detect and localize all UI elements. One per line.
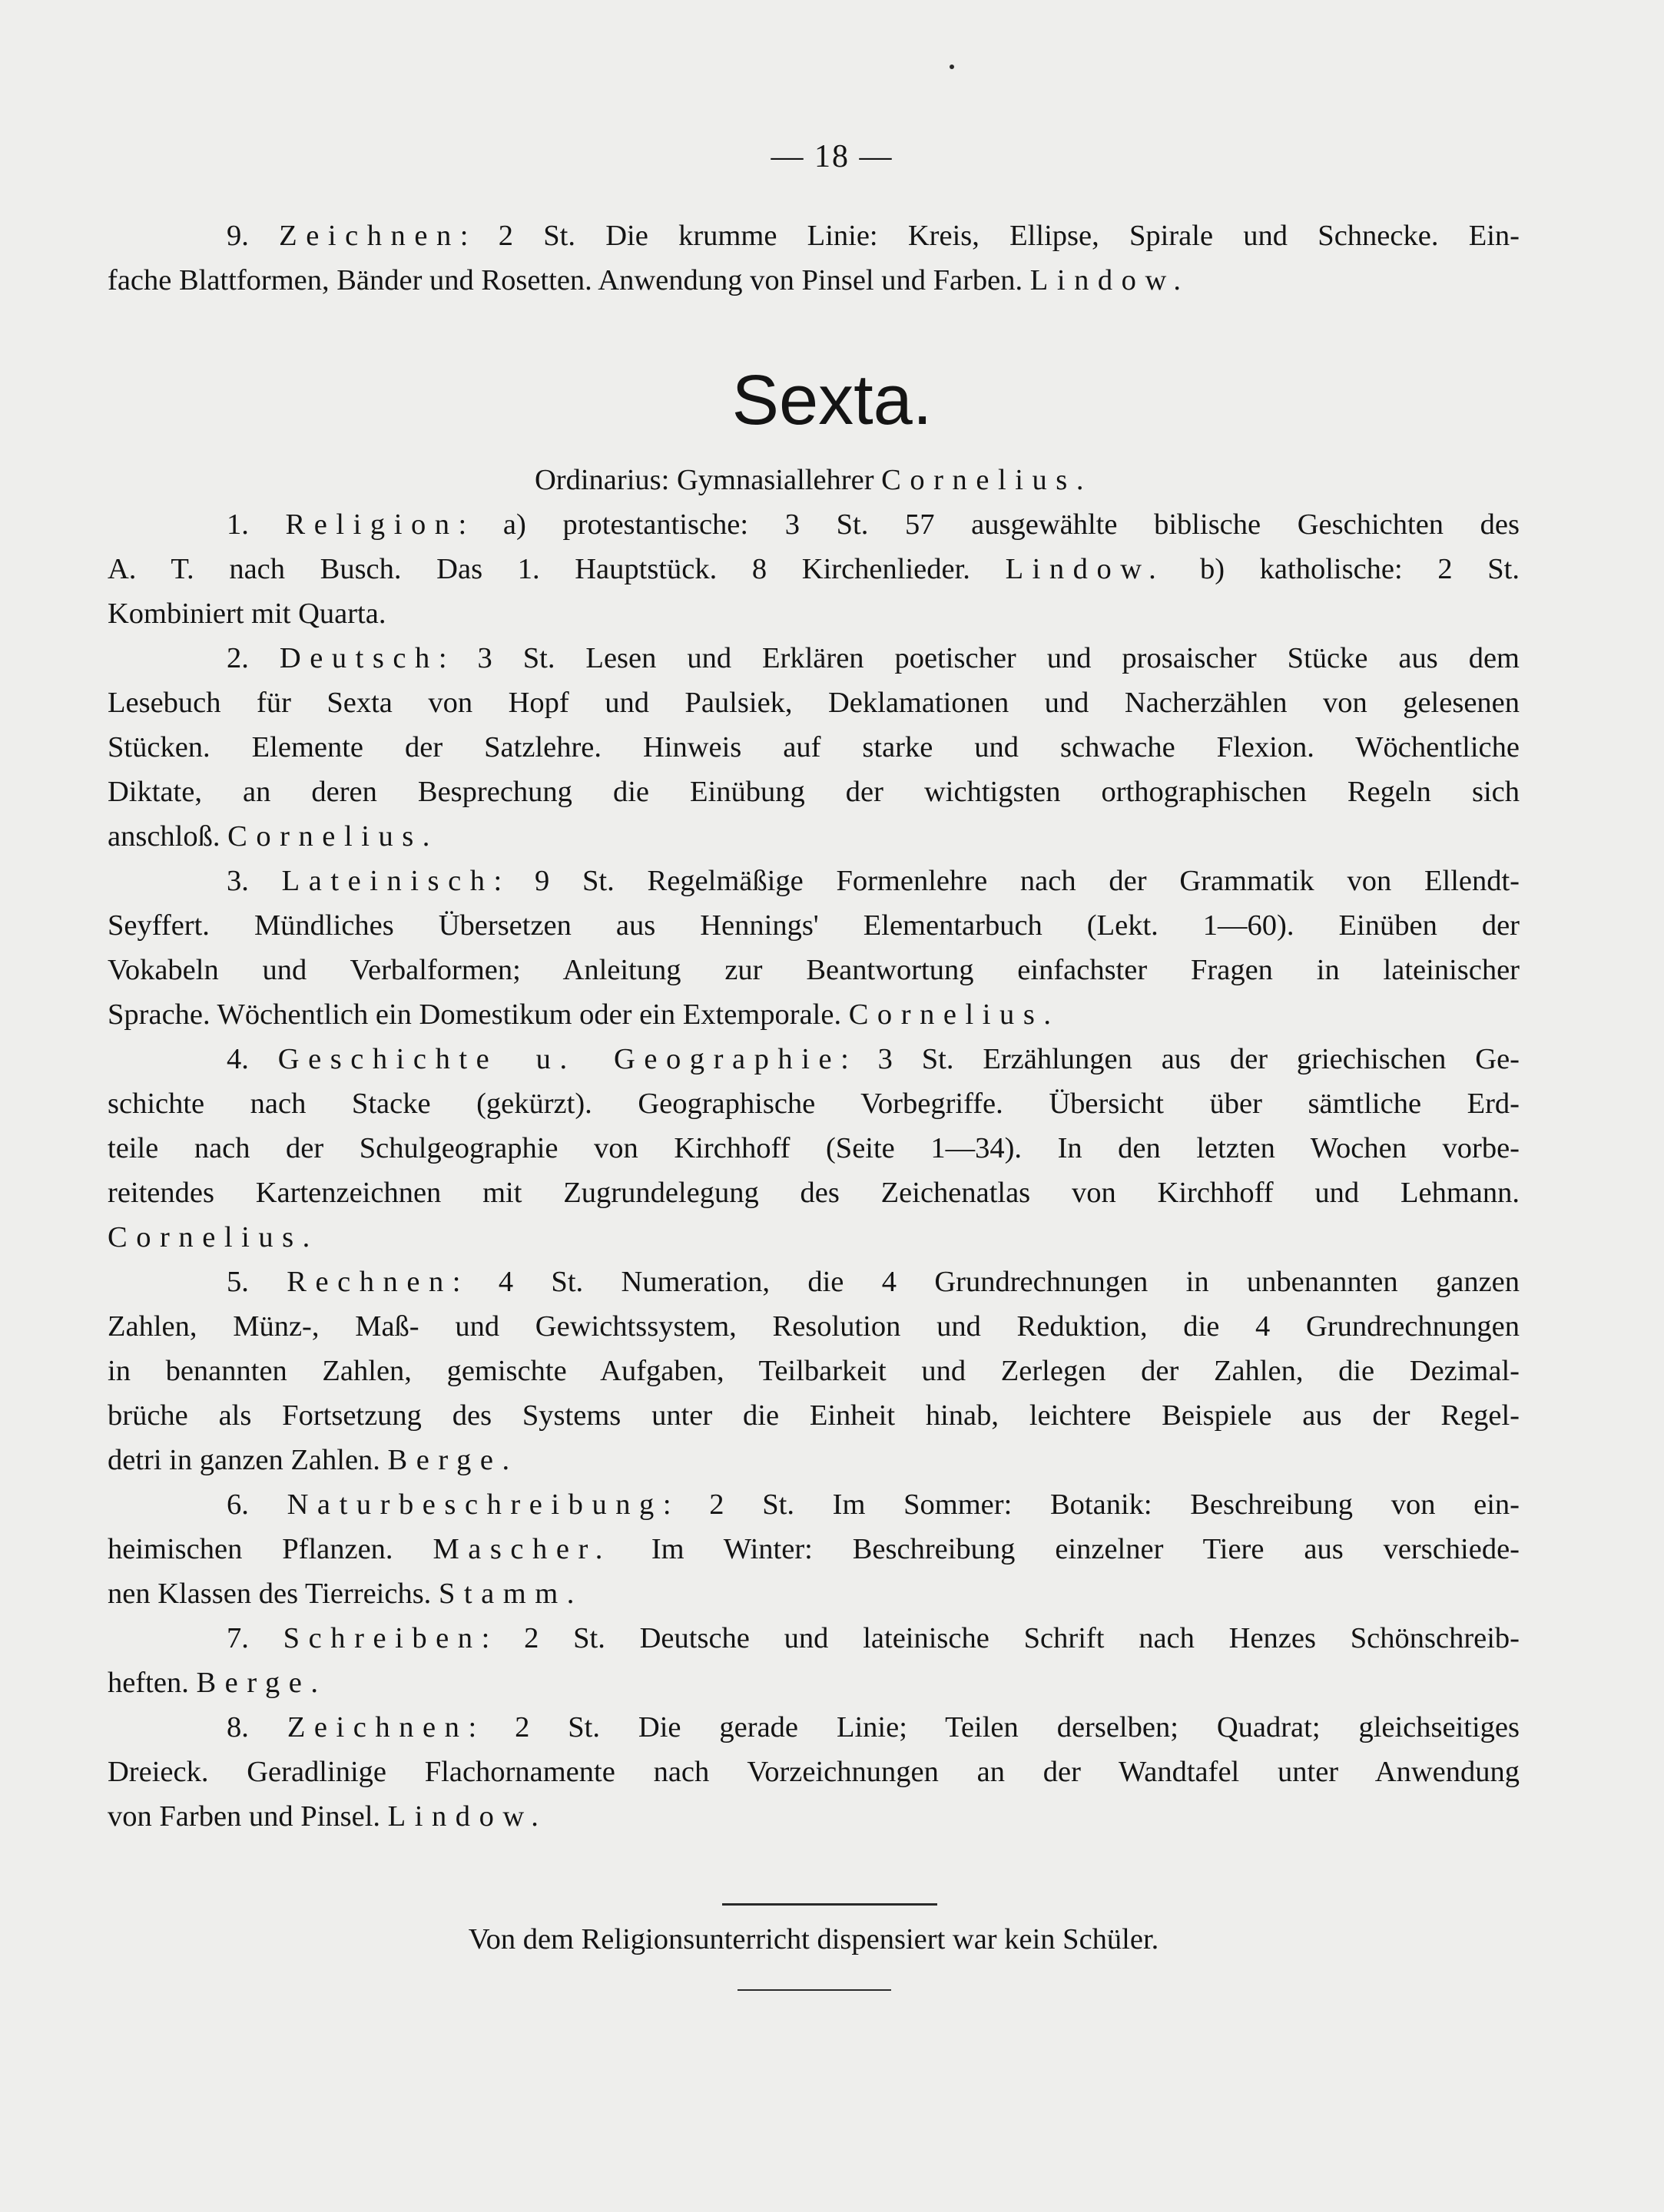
print-speck: [950, 65, 954, 69]
separator-rule: [722, 1903, 937, 1906]
teacher-name: Cornelius.: [108, 1221, 319, 1253]
item-lateinisch: 3. Lateinisch: 9 St. Regelmäßige Formenlehre nach der Grammatik von Ellendt- Seyffert. Mündliches Übersetzen aus Hennings' Elementarbuch (Lekt. 1—60). Einüben der Vokabeln und Verbalformen; Anleitung zur Beantwortung einfachster Fragen in lateinischer Sprache. Wöchentlich ein Domestikum oder ein Extemporale. Cornelius.: [108, 865, 1520, 1031]
teacher-name: Cornelius.: [848, 998, 1060, 1031]
teacher-name: Cornelius.: [881, 464, 1092, 496]
previous-section-item-9: [108, 214, 1520, 303]
curriculum-items: [108, 502, 1520, 1839]
ordinarius-line: Ordinarius: Gymnasiallehrer Cornelius.: [534, 464, 1092, 496]
teacher-name: Berge.: [387, 1444, 519, 1476]
item-9-line-1: 9. Zeichnen: 2 St. Die krumme Linie: Kreis, Ellipse, Spirale und Schnecke. Ein-: [227, 220, 1520, 252]
item-zeichnen: 8. Zeichnen: 2 St. Die gerade Linie; Teilen derselben; Quadrat; gleichseitiges Dreieck. Geradlinige Flachornamente nach Vorzeichnungen an der Wandtafel unter Anwendung von Farben und Pinsel. Lindow.: [108, 1711, 1520, 1833]
subject-label: Deutsch: [279, 642, 439, 674]
subject-label: Lateinisch: [281, 865, 494, 897]
item-9-line-2: fache Blattformen, Bänder und Rosetten. Anwendung von Pinsel und Farben. Lindow.: [108, 264, 1190, 296]
teacher-name: Cornelius.: [227, 820, 439, 853]
subject-label: Geschichte u. Geographie: [277, 1043, 841, 1075]
subject-label: Rechnen: [287, 1266, 452, 1298]
teacher-name: Mascher.: [433, 1533, 612, 1565]
footer-note: Von dem Religionsunterricht dispensiert war kein Schüler.: [468, 1923, 1159, 1955]
subject-label: Zeichnen: [279, 220, 460, 252]
page-number: — 18 —: [771, 139, 893, 174]
teacher-name: Berge.: [196, 1667, 327, 1699]
teacher-name: Lindow.: [1005, 553, 1165, 585]
section-heading: Sexta.: [731, 361, 933, 439]
teacher-name: Stamm.: [438, 1578, 583, 1610]
item-schreiben: 7. Schreiben: 2 St. Deutsche und lateinische Schrift nach Henzes Schönschreib- heften. Berge.: [108, 1622, 1520, 1699]
subject-label: Religion: [285, 508, 459, 541]
subject-label: Naturbeschreibung: [287, 1488, 663, 1521]
item-religion: 1. Religion: a) protestantische: 3 St. 57 ausgewählte biblische Geschichten des A. T. nach Busch. Das 1. Hauptstück. 8 Kirchenlieder. Lindow. b) katholische: 2 St. Kombiniert mit Quarta.: [108, 508, 1520, 630]
item-geschichte-geographie: 4. Geschichte u. Geographie: 3 St. Erzählungen aus der griechischen Ge- schichte nach Stacke (gekürzt). Geographische Vorbegriffe. Übersicht über sämtliche Erd- teile nach der Schulgeographie von Kirchhoff (Seite 1—34). In den letzten Wochen vorbe- reitendes Kartenzeichnen mit Zugrundelegung des Zeichenatlas von Kirchhoff und Lehmann. Cornelius.: [108, 1043, 1520, 1253]
item-deutsch: 2. Deutsch: 3 St. Lesen und Erklären poetischer und prosaischer Stücke aus dem Lesebuch für Sexta von Hopf und Paulsiek, Deklamationen und Nacherzählen von gelesenen Stücken. Elemente der Satzlehre. Hinweis auf starke und schwache Flexion. Wöchentliche Diktate, an deren Besprechung die Einübung der wichtigsten orthographischen Regeln sich anschloß. Cornelius.: [108, 642, 1520, 853]
teacher-name: Lindow.: [1029, 264, 1190, 296]
subject-label: Schreiben: [283, 1622, 482, 1654]
end-rule: [738, 1989, 891, 1991]
teacher-name: Lindow.: [387, 1800, 548, 1833]
item-naturbeschreibung: 6. Naturbeschreibung: 2 St. Im Sommer: Botanik: Beschreibung von ein- heimischen Pflanzen. Mascher. Im Winter: Beschreibung einzelner Tiere aus verschiede- nen Klassen des Tierreichs. Stamm.: [108, 1488, 1520, 1610]
subject-label: Zeichnen: [287, 1711, 469, 1743]
item-rechnen: 5. Rechnen: 4 St. Numeration, die 4 Grundrechnungen in unbenannten ganzen Zahlen, Münz-, Maß- und Gewichtssystem, Resolution und Reduktion, die 4 Grundrechnungen in benannten Zahlen, gemischte Aufgaben, Teilbarkeit und Zerlegen der Zahlen, die Dezimal- brüche als Fortsetzung des Systems unter die Einheit hinab, leichtere Beispiele aus der Regel- detri in ganzen Zahlen. Berge.: [108, 1266, 1520, 1476]
